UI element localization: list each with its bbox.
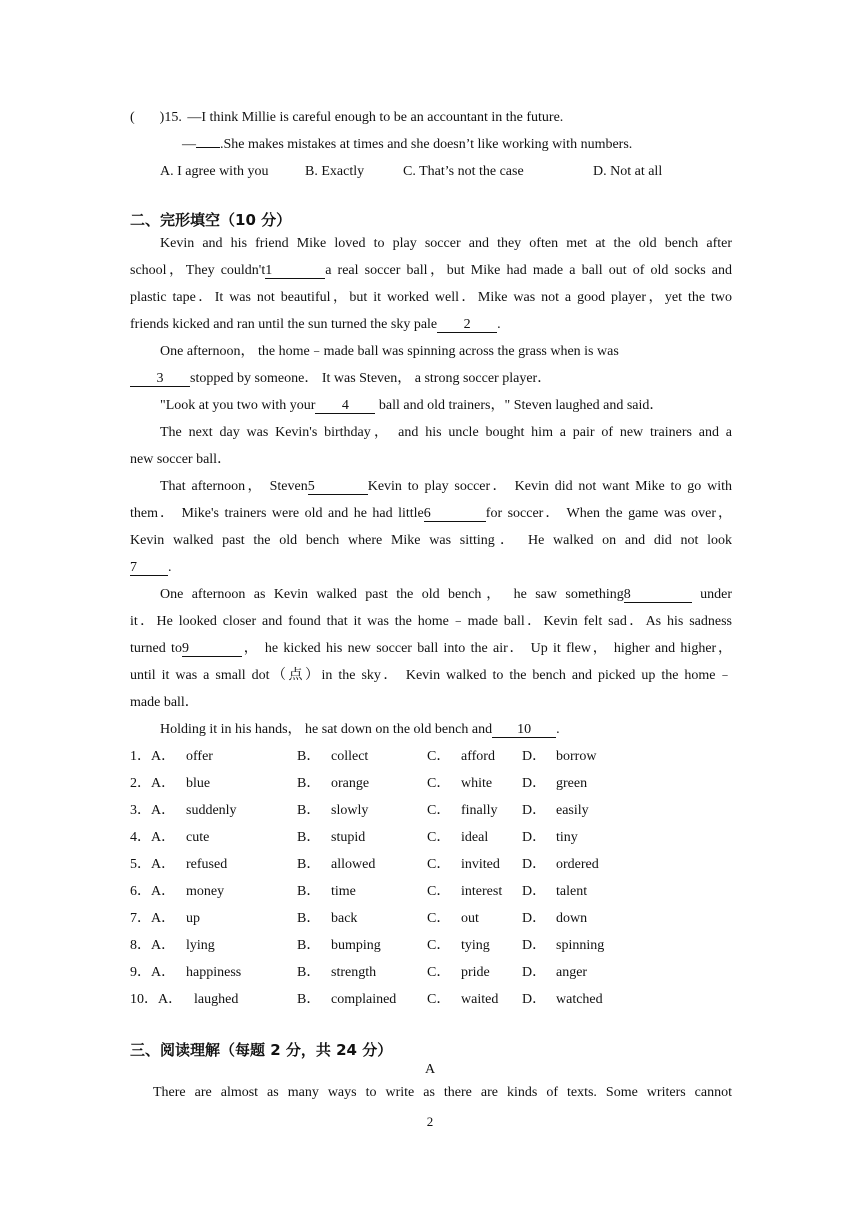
choice-label-c: C． — [427, 884, 451, 899]
choice-a: lying — [186, 938, 215, 953]
choice-label-d: D． — [522, 884, 547, 899]
section-heading-cloze: 二、完形填空（10 分） — [130, 211, 292, 229]
choice-label-c: C． — [427, 911, 451, 926]
choice-a: laughed — [194, 992, 239, 1007]
passage-line: One afternoon， the home﹣made ball was spinning across the grass when is was — [160, 344, 619, 359]
choice-label-d: D． — [522, 965, 547, 980]
choice-a: cute — [186, 830, 210, 845]
choice-label-c: C． — [427, 938, 451, 953]
choice-c: white — [461, 776, 493, 791]
text: turned to — [130, 641, 182, 656]
choice-c: ideal — [461, 830, 489, 845]
passage-line — [130, 559, 732, 577]
choice-label-b: B． — [297, 992, 321, 1007]
choice-number: 5．A． — [130, 857, 176, 872]
choice-c: afford — [461, 749, 495, 764]
blank-7: 7 — [130, 560, 168, 576]
choice-b: allowed — [331, 857, 376, 872]
choice-label-d: D． — [522, 938, 547, 953]
choice-d: talent — [556, 884, 588, 899]
choice-d: anger — [556, 965, 588, 980]
choice-d: borrow — [556, 749, 597, 764]
passage-line — [160, 586, 732, 604]
text: friends kicked and ran until the sun turned the sky pale — [130, 317, 438, 332]
choice-label-c: C． — [427, 749, 451, 764]
passage-line — [130, 370, 732, 388]
choice-number: 7．A． — [130, 911, 176, 926]
choice-label-d: D． — [522, 749, 547, 764]
passage-line: The next day was Kevin's birthday， and his uncle bought him a pair of new trainers and a — [160, 425, 732, 440]
passage-line: Kevin and his friend Mike loved to play soccer and they often met at the old bench after — [160, 236, 732, 251]
text: Holding it in his hands， he sat down on the old bench and — [160, 722, 493, 737]
blank-1: 1 — [265, 263, 325, 279]
choice-label-c: C． — [427, 776, 451, 791]
choice-label-d: D． — [522, 830, 547, 845]
choice-b: orange — [331, 776, 370, 791]
choice-label-b: B． — [297, 911, 321, 926]
choice-d: tiny — [556, 830, 578, 845]
passage-line — [130, 316, 732, 334]
choice-d: easily — [556, 803, 589, 818]
choice-label-b: B． — [297, 803, 321, 818]
text: them． Mike's trainers were old and he had little — [130, 506, 424, 521]
choice-d: watched — [556, 992, 603, 1007]
choice-label-b: B． — [297, 749, 321, 764]
choice-label-b: B． — [297, 857, 321, 872]
choice-number: 2．A． — [130, 776, 176, 791]
blank-3: 3 — [130, 371, 190, 387]
blank-4: 4 — [315, 398, 375, 414]
choice-label-c: C． — [427, 857, 451, 872]
choice-c: tying — [461, 938, 490, 953]
choice-label-d: D． — [522, 776, 547, 791]
choice-c: interest — [461, 884, 503, 899]
blank-5: 5 — [308, 479, 368, 495]
blank-6: 6 — [424, 506, 486, 522]
choice-d: down — [556, 911, 588, 926]
choice-d: spinning — [556, 938, 605, 953]
choice-label-d: D． — [522, 992, 547, 1007]
choice-label-c: C． — [427, 830, 451, 845]
choice-a: blue — [186, 776, 211, 791]
choice-number: 9．A． — [130, 965, 176, 980]
passage-line: made ball． — [130, 695, 199, 710]
choice-b: bumping — [331, 938, 381, 953]
choice-a: money — [186, 884, 225, 899]
passage-line — [130, 505, 732, 523]
section-heading-reading: 三、阅读理解（每题 2 分，共 24 分） — [130, 1041, 393, 1059]
choice-a: refused — [186, 857, 228, 872]
dash: — — [182, 137, 196, 152]
choice-label-b: B． — [297, 776, 321, 791]
choice-b: slowly — [331, 803, 369, 818]
text: . — [168, 560, 172, 575]
passage-line — [130, 640, 732, 658]
text: ， he kicked his new soccer ball into the air． Up it flew， higher and higher， — [241, 641, 732, 656]
blank-9: 9 — [182, 641, 242, 657]
text: Kevin to play soccer． Kevin did not want Mike to go with — [367, 479, 732, 494]
passage-line: it．He looked closer and found that it was the home﹣made ball．Kevin felt sad．As his sadness — [130, 614, 732, 629]
choice-a: happiness — [186, 965, 242, 980]
question-15-response — [182, 136, 784, 154]
text: for soccer． When the game was over， — [485, 506, 732, 521]
text: a real soccer ball，but Mike had made a ball out of old socks and — [325, 263, 732, 278]
choice-d: green — [556, 776, 588, 791]
text: stopped by someone． It was Steven， a strong soccer player． — [190, 371, 552, 386]
option-b: B. Exactly — [305, 164, 365, 179]
choice-label-d: D． — [522, 803, 547, 818]
passage-line: until it was a small dot（点）in the sky． Kevin walked to the bench and picked up the home﹣ — [130, 668, 732, 683]
choice-b: complained — [331, 992, 397, 1007]
choice-b: collect — [331, 749, 369, 764]
question-line-1: —I think Millie is careful enough to be an accountant in the future. — [187, 110, 564, 125]
choice-a: up — [186, 911, 200, 926]
passage-line: There are almost as many ways to write as there are kinds of texts. Some writers cannot — [153, 1085, 732, 1100]
text: That afternoon， Steven — [160, 479, 308, 494]
answer-blank — [196, 147, 220, 148]
choice-d: ordered — [556, 857, 599, 872]
choice-c: finally — [461, 803, 498, 818]
passage-line: plastic tape．It was not beautiful，but it worked well．Mike was not a good player，yet the two — [130, 290, 732, 305]
text: . — [556, 722, 560, 737]
text: school，They couldn't — [130, 263, 266, 278]
text: ball and old trainers，" Steven laughed and said． — [375, 398, 664, 413]
passage-line — [130, 262, 732, 280]
answer-paren-open: ( — [130, 110, 135, 125]
passage-line — [160, 721, 732, 739]
choice-label-d: D． — [522, 857, 547, 872]
choice-number: 6．A． — [130, 884, 176, 899]
option-d: D. Not at all — [593, 164, 663, 179]
choice-c: waited — [461, 992, 499, 1007]
passage-line — [160, 478, 732, 496]
text: . — [497, 317, 501, 332]
text: One afternoon as Kevin walked past the old bench， he saw something — [160, 587, 624, 602]
choice-c: pride — [461, 965, 490, 980]
choice-a: offer — [186, 749, 213, 764]
choice-label-b: B． — [297, 938, 321, 953]
choice-label-c: C． — [427, 965, 451, 980]
passage-label: A — [424, 1062, 436, 1077]
choice-c: invited — [461, 857, 500, 872]
choice-number: 3．A． — [130, 803, 176, 818]
passage-line — [160, 397, 732, 415]
choice-label-d: D． — [522, 911, 547, 926]
choice-label-c: C． — [427, 992, 451, 1007]
choice-label-b: B． — [297, 830, 321, 845]
passage-line: Kevin walked past the old bench where Mike was sitting． He walked on and did not look — [130, 533, 732, 548]
choice-number: 1．A． — [130, 749, 176, 764]
blank-10: 10 — [492, 722, 556, 738]
choice-label-b: B． — [297, 884, 321, 899]
choice-b: stupid — [331, 830, 366, 845]
passage-line: new soccer ball． — [130, 452, 232, 467]
page-number: 2 — [426, 1114, 434, 1129]
question-number: )15. — [159, 110, 182, 125]
question-line-2: .She makes mistakes at times and she doesn’t like working with numbers. — [220, 137, 633, 152]
text: under — [691, 587, 732, 602]
choice-c: out — [461, 911, 479, 926]
choice-label-b: B． — [297, 965, 321, 980]
choice-number: 10．A． — [130, 992, 183, 1007]
blank-2: 2 — [437, 317, 497, 333]
text: "Look at you two with your — [160, 398, 316, 413]
question-15 — [130, 109, 732, 127]
choice-number: 8．A． — [130, 938, 176, 953]
choice-b: back — [331, 911, 358, 926]
blank-8: 8 — [624, 587, 692, 603]
option-a: A. I agree with you — [160, 164, 269, 179]
choice-label-c: C． — [427, 803, 451, 818]
choice-b: strength — [331, 965, 377, 980]
choice-a: suddenly — [186, 803, 237, 818]
choice-b: time — [331, 884, 356, 899]
option-c: C. That’s not the case — [403, 164, 524, 179]
choice-number: 4．A． — [130, 830, 176, 845]
